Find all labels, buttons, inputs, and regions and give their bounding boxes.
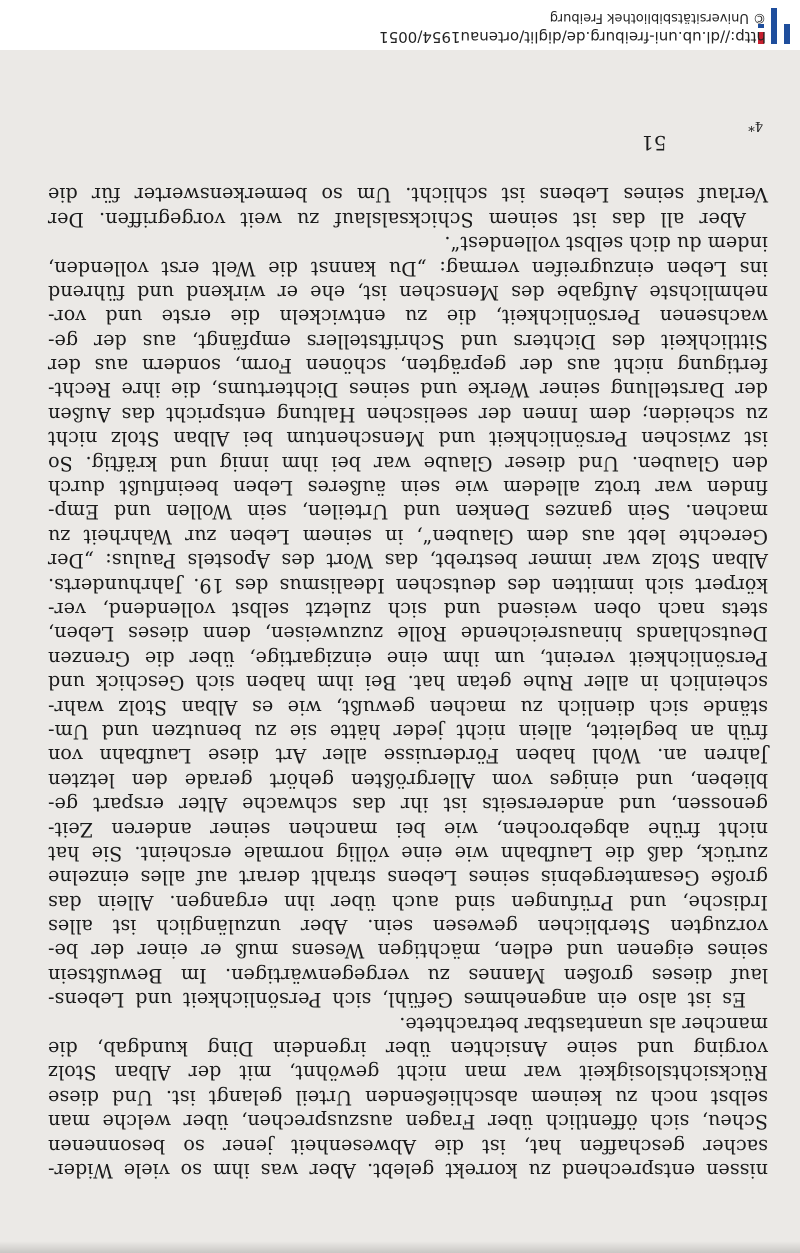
signature-mark: 4* [748, 118, 763, 133]
scan-edge-shadow [0, 1241, 800, 1253]
text-line: nicht frühe abgebrochen, wie bei manchen seiner anderen Zeit- [48, 817, 768, 841]
text-line: stände sich dienlich zu machen gewußt, wie es Alban Stolz wahr- [48, 695, 768, 719]
text-line: Aber all das ist seinem Schicksalslauf zu weit vorgegriffen. Der [48, 207, 746, 231]
text-line: zurück, daß die Laufbahn wie eine völlig normale erscheint. Sie hat [48, 841, 768, 865]
text-line: Scheu, sich öffentlich über Fragen auszusprechen, über welche man [48, 1110, 768, 1134]
text-line: ist zwischen Persönlichkeit und Menschentum bei Alban Stolz nicht [48, 427, 768, 451]
text-line: genossen, und andererseits ist ihr das schwache Alter erspart ge- [48, 793, 768, 817]
page-number: 51 [641, 131, 667, 155]
text-line: früh an begleitet, allein nicht jeder hätte sie zu benutzen und Um- [48, 719, 768, 743]
text-line: wachsenen Persönlichkeit, die zu entwickeln die erste und vor- [48, 305, 768, 329]
text-line: der Darstellung seiner Werke und seines Dichtertums, die ihre Recht- [48, 378, 768, 402]
text-line: ins Leben einzugreifen vermag: „Du kannst die Welt erst vollenden, [48, 256, 768, 280]
text-line: fertigung nicht aus der geprägten, schönen Form, sondern aus der [48, 354, 768, 378]
text-line: Sittlichkeit des Dichters und Schriftstellers empfängt, aus der ge- [48, 329, 768, 353]
text-line: zu scheiden; dem Innen der seelischen Haltung entspricht das Außen [48, 402, 768, 426]
text-line: Alban Stolz war immer bestrebt, das Wort des Apostels Paulus: „Der [48, 549, 768, 573]
text-line: Irdische, und Prüfungen sind auch über ihn ergangen. Allein das [48, 890, 768, 914]
copyright-notice: © Universitätsbibliothek Freiburg [549, 10, 766, 25]
body-text [48, 182, 768, 1182]
text-line: vorging und seine Ansichten über irgendein Ding kundgab, die [48, 1037, 768, 1061]
text-line: machen. Sein ganzes Denken und Urteilen, sein Wollen und Emp- [48, 500, 768, 524]
text-line: Rücksichtslosigkeit war man nicht gewöhnt, mit der Alban Stolz [48, 1061, 768, 1085]
text-line: selbst noch zu keinem abschließenden Urteil gelangt ist. Und diese [48, 1085, 768, 1109]
text-line: nissen entsprechend zu korrekt gelebt. Aber was ihm so viele Wider- [48, 1159, 768, 1182]
text-line: Deutschlands hinausreichende Rolle zuzuweisen, denn dieses Leben, [48, 622, 768, 646]
text-line: Persönlichkeit vereint, um ihm eine einzigartige, über die Grenzen [48, 646, 768, 670]
text-line: Verlauf seines Lebens ist schlicht. Um so bemerkenswerter für die [48, 183, 768, 207]
text-line: große Gesamtergebnis seines Lebens strahlt derart auf alles einzelne [48, 866, 768, 890]
text-line: blieben, und einiges vom Allergrößten gehört gerade den letzten [48, 768, 768, 792]
text-line: lauf dieses großen Mannes zu vergegenwärtigen. Im Bewußtsein [48, 963, 768, 987]
text-line: stets nach oben weisend und sich zuletzt selbst vollendend, ver- [48, 598, 768, 622]
text-line: seines eigenen und edlen, mächtigen Wesens muß er einer der be- [48, 939, 768, 963]
text-line: sacher geschaffen hat, ist die Abwesenheit jener so besonnenen [48, 1134, 768, 1158]
text-line: Jahren an. Wohl haben Förderuisse aller Art diese Laufbahn von [48, 744, 768, 768]
text-line: Gerechte lebt aus dem Glauben“, in seinem Leben zur Wahrheit zu [48, 524, 768, 548]
permalink-url[interactable]: http://dl.ub.uni-freiburg.de/diglit/ortenau1954/0051 [379, 28, 766, 46]
text-line: indem du dich selbst vollendest“. [444, 232, 768, 256]
text-line: scheinlich in aller Ruhe getan hat. Bei ihm haben sich Geschick und [48, 671, 768, 695]
text-line: körpert sich inmitten des deutschen Idealismus des 19. Jahrhunderts. [48, 573, 768, 597]
text-line: Es ist also ein angenehmes Gefühl, sich Persönlichkeit und Lebens- [48, 988, 746, 1012]
text-line: finden war trotz alledem wie sein äußeres Leben beeinflußt durch [48, 476, 768, 500]
text-line: nehmlichste Aufgabe des Menschen ist, ehe er wirkend und führend [48, 280, 768, 304]
text-line: den Glauben. Und dieser Glaube war bei ihm innig und kräftig. So [48, 451, 768, 475]
text-line: vorzugten Sterblichen gewesen sein. Aber unzulänglich ist alles [48, 915, 768, 939]
text-line: mancher als unantastbar betrachtete. [399, 1012, 768, 1036]
footer-bar [0, 0, 800, 50]
book-page [0, 50, 800, 1253]
